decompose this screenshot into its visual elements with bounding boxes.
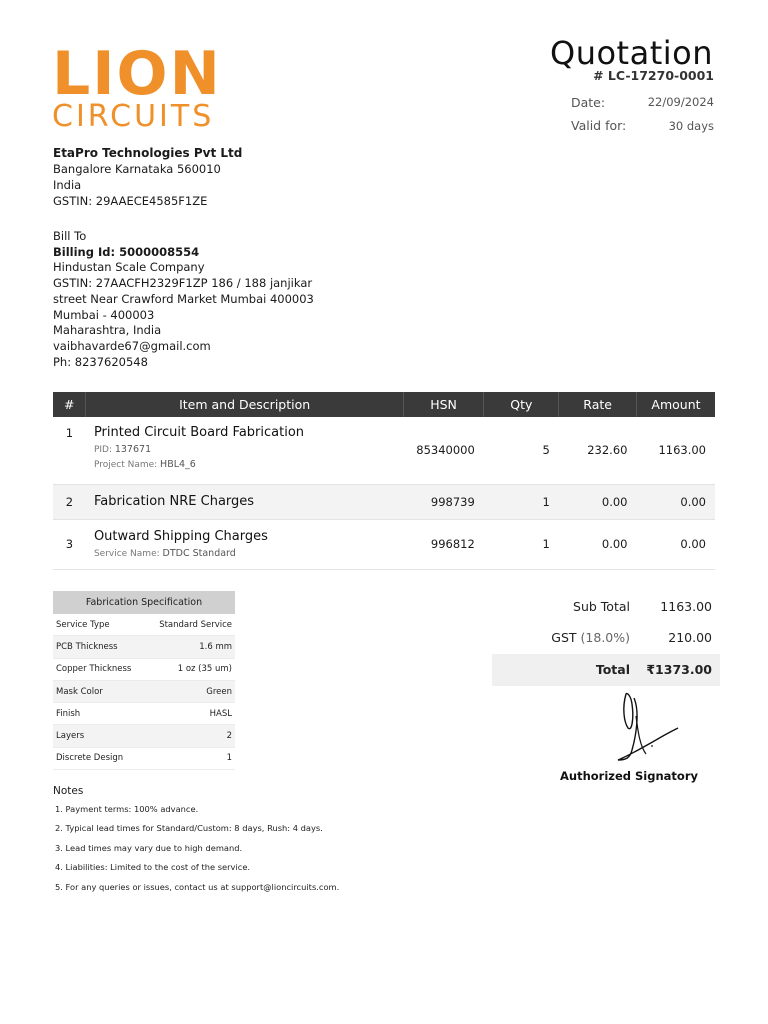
gst-value: 210.00 — [668, 630, 712, 645]
spec-label: Copper Thickness — [53, 658, 145, 680]
row-index: 1 — [53, 417, 86, 484]
row-rate: 232.60 — [559, 417, 637, 484]
table-row — [53, 484, 715, 519]
row-rate: 0.00 — [559, 519, 637, 569]
logo-wordmark-bottom: CIRCUITS — [52, 99, 215, 134]
row-index: 3 — [53, 519, 86, 569]
table-row — [53, 519, 715, 569]
spec-value: Green — [145, 680, 235, 702]
row-hsn: 85340000 — [403, 417, 483, 484]
item-pid-value: 137671 — [114, 444, 152, 455]
spec-value: 2 — [145, 725, 235, 747]
seller-country: India — [53, 178, 82, 192]
spec-label: Discrete Design — [53, 747, 145, 769]
document-title: Quotation — [550, 34, 713, 72]
row-index: 2 — [53, 484, 86, 519]
item-project-value: HBL4_6 — [160, 459, 196, 470]
customer-address-line1: GSTIN: 27AACFH2329F1ZP 186 / 188 janjikar — [53, 276, 313, 291]
note-item: 2. Typical lead times for Standard/Custom: 8 days, Rush: 4 days. — [55, 823, 323, 833]
gst-label — [551, 630, 630, 645]
column-header-amount: Amount — [636, 392, 715, 417]
spec-value: HASL — [145, 703, 235, 725]
spec-label: Mask Color — [53, 680, 145, 702]
date-label: Date: — [571, 95, 606, 110]
spec-row — [53, 703, 235, 725]
table-row — [53, 417, 715, 484]
seller-name: EtaPro Technologies Pvt Ltd — [53, 146, 243, 160]
row-amount: 1163.00 — [636, 417, 715, 484]
row-qty: 5 — [484, 417, 559, 484]
notes-heading: Notes — [53, 785, 84, 797]
row-description — [86, 417, 403, 484]
row-qty: 1 — [484, 484, 559, 519]
column-header-index: # — [53, 392, 86, 417]
spec-value: 1.6 mm — [145, 636, 235, 658]
item-title: Outward Shipping Charges — [93, 529, 268, 544]
bill-to-details — [53, 229, 314, 370]
items-table-header — [53, 392, 715, 417]
spec-row — [53, 614, 235, 636]
total-label: Total — [595, 662, 630, 677]
item-project-label: Project Name: — [93, 460, 161, 470]
spec-value: 1 oz (35 um) — [145, 658, 235, 680]
signature-image — [612, 688, 684, 764]
customer-email: vaibhavarde67@gmail.com — [53, 338, 211, 353]
seller-address: Bangalore Karnataka 560010 — [53, 162, 221, 176]
row-description — [86, 484, 403, 519]
spec-label: Layers — [53, 725, 145, 747]
date-value: 22/09/2024 — [647, 95, 714, 109]
row-amount: 0.00 — [636, 484, 715, 519]
item-pid-label: PID: — [93, 445, 115, 455]
row-qty: 1 — [484, 519, 559, 569]
row-rate: 0.00 — [559, 484, 637, 519]
customer-address-line2: street Near Crawford Market Mumbai 400003 — [53, 291, 314, 306]
note-item: 5. For any queries or issues, contact us at support@lioncircuits.com. — [55, 882, 340, 892]
note-item: 1. Payment terms: 100% advance. — [55, 804, 199, 814]
item-title: Fabrication NRE Charges — [93, 494, 255, 509]
row-description — [86, 519, 403, 569]
valid-for-label: Valid for: — [571, 118, 627, 133]
valid-for-value: 30 days — [668, 119, 714, 133]
spec-row — [53, 636, 235, 658]
subtotal-label: Sub Total — [573, 599, 630, 614]
spec-value: 1 — [145, 747, 235, 769]
spec-row — [53, 658, 235, 680]
item-service-name — [94, 548, 403, 559]
item-title: Printed Circuit Board Fabrication — [93, 425, 305, 440]
item-service-label: Service Name: — [93, 549, 163, 559]
gst-rate: (18.0%) — [580, 630, 630, 645]
item-service-value: DTDC Standard — [162, 548, 236, 559]
customer-phone: Ph: 8237620548 — [53, 354, 148, 369]
row-hsn: 996812 — [403, 519, 483, 569]
spec-row — [53, 725, 235, 747]
spec-label: Service Type — [53, 614, 145, 636]
spec-row — [53, 747, 235, 769]
column-header-qty: Qty — [484, 392, 559, 417]
spec-row — [53, 680, 235, 702]
logo-wordmark-top: LION — [52, 39, 222, 109]
spec-label: Finish — [53, 703, 145, 725]
authorized-signatory-label: Authorized Signatory — [560, 769, 698, 783]
customer-name: Hindustan Scale Company — [53, 260, 205, 275]
column-header-rate: Rate — [559, 392, 637, 417]
quotation-number: # LC-17270-0001 — [593, 68, 714, 83]
customer-address-line4: Maharashtra, India — [53, 323, 162, 338]
gst-label-text: GST — [551, 630, 577, 645]
fabrication-spec-table — [53, 591, 235, 770]
billing-id: Billing Id: 5000008554 — [53, 244, 200, 259]
company-logo — [52, 39, 232, 134]
bill-to-heading: Bill To — [53, 229, 87, 243]
note-item: 3. Lead times may vary due to high demand. — [55, 843, 243, 853]
seller-gstin: GSTIN: 29AAECE4585F1ZE — [53, 194, 208, 208]
spec-label: PCB Thickness — [53, 636, 145, 658]
column-header-hsn: HSN — [403, 392, 483, 417]
row-amount: 0.00 — [636, 519, 715, 569]
spec-table-heading: Fabrication Specification — [53, 591, 235, 614]
column-header-description: Item and Description — [86, 392, 403, 417]
subtotal-value: 1163.00 — [660, 599, 712, 614]
items-table — [53, 392, 715, 570]
seller-details — [53, 145, 242, 209]
note-item: 4. Liabilities: Limited to the cost of the service. — [55, 862, 251, 872]
total-value: ₹1373.00 — [646, 662, 712, 677]
customer-address-line3: Mumbai - 400003 — [53, 307, 155, 322]
item-project-name — [94, 459, 403, 470]
spec-value: Standard Service — [145, 614, 235, 636]
row-hsn: 998739 — [403, 484, 483, 519]
item-pid — [94, 444, 403, 455]
